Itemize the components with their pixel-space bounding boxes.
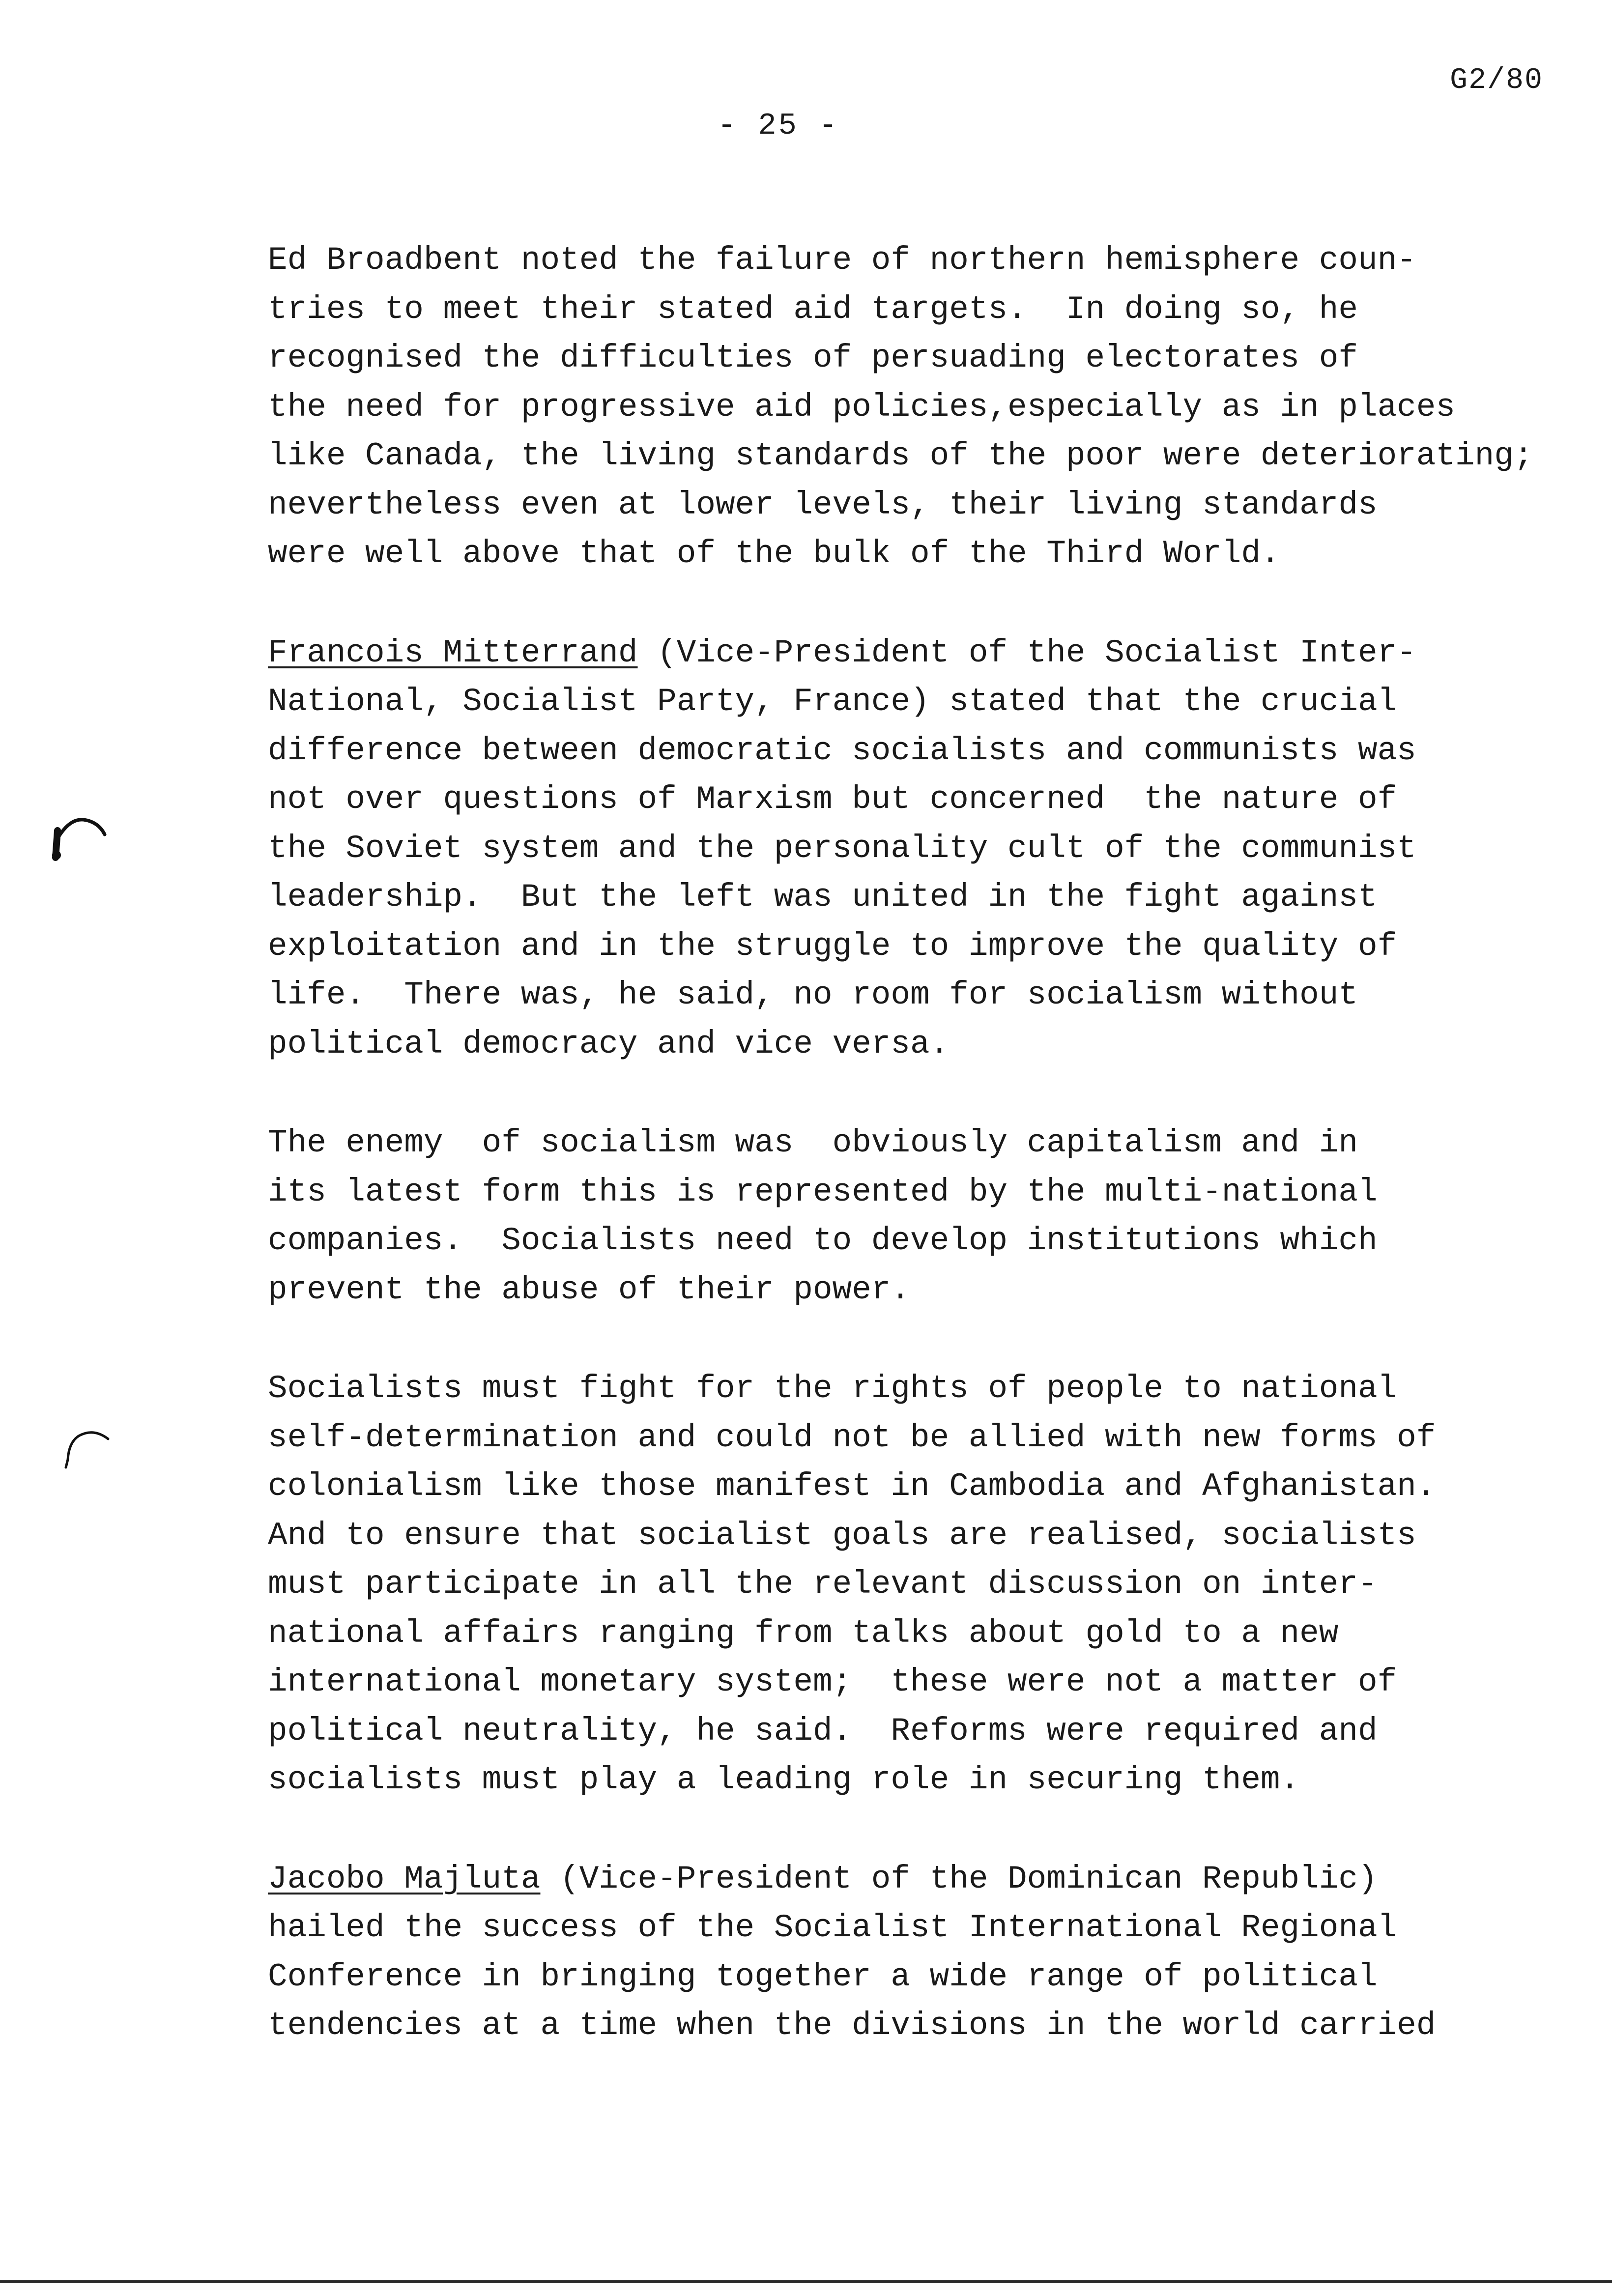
handwritten-margin-mark: [47, 811, 111, 865]
text-line: companies. Socialists need to develop institutions which: [268, 1222, 1378, 1259]
text-line: were well above that of the bulk of the Third World.: [268, 535, 1280, 572]
text-line: colonialism like those manifest in Cambodia and Afghanistan.: [268, 1468, 1436, 1505]
text-line: leadership. But the left was united in the fight against: [268, 879, 1378, 916]
text-line-rest: (Vice-President of the Socialist Inter-: [637, 634, 1416, 671]
text-line: political democracy and vice versa.: [268, 1025, 950, 1062]
paragraph-broadbent: [268, 236, 1595, 578]
text-line: must participate in all the relevant discussion on inter-: [268, 1566, 1378, 1603]
document-reference: G2/80: [1450, 64, 1544, 97]
text-line: prevent the abuse of their power.: [268, 1271, 911, 1308]
text-line: its latest form this is represented by the multi-national: [268, 1173, 1378, 1210]
text-line: exploitation and in the struggle to improve the quality of: [268, 927, 1397, 965]
text-line: socialists must play a leading role in securing them.: [268, 1761, 1300, 1798]
text-line: not over questions of Marxism but concerned the nature of: [268, 781, 1397, 818]
text-line: [268, 1855, 1595, 1904]
text-line: the need for progressive aid policies,especially as in places: [268, 388, 1455, 426]
bottom-scan-edge: [0, 2280, 1612, 2283]
handwritten-margin-mark: [59, 1420, 113, 1474]
text-line: The enemy of socialism was obviously capitalism and in: [268, 1124, 1358, 1161]
paragraph-capitalism: [268, 1119, 1595, 1314]
text-line: international monetary system; these were not a matter of: [268, 1664, 1397, 1700]
paragraph-majluta: [268, 1855, 1595, 2050]
text-line: National, Socialist Party, France) stated that the crucial: [268, 683, 1397, 720]
text-line: recognised the difficulties of persuading electorates of: [268, 340, 1358, 376]
text-line: Socialists must fight for the rights of people to national: [268, 1370, 1397, 1407]
text-line: national affairs ranging from talks about gold to a new: [268, 1614, 1339, 1652]
text-line: [268, 629, 1595, 678]
text-line: self-determination and could not be allied with new forms of: [268, 1419, 1436, 1456]
text-line: political neutrality, he said. Reforms were required and: [268, 1712, 1378, 1750]
speaker-name: Francois Mitterrand: [268, 634, 638, 671]
body-text: [268, 236, 1595, 2100]
text-line: Conference in bringing together a wide range of political: [268, 1958, 1378, 1995]
text-line: like Canada, the living standards of the poor were deteriorating;: [268, 437, 1533, 474]
text-line: difference between democratic socialists and communists was: [268, 732, 1416, 769]
paragraph-self-determination: [268, 1364, 1595, 1805]
page-number: - 25 -: [718, 108, 839, 143]
text-line-rest: (Vice-President of the Dominican Republic): [540, 1860, 1378, 1897]
paragraph-mitterrand: [268, 629, 1595, 1069]
text-line: And to ensure that socialist goals are realised, socialists: [268, 1517, 1416, 1554]
text-line: tendencies at a time when the divisions in the world carried: [268, 2007, 1436, 2044]
text-line: nevertheless even at lower levels, their living standards: [268, 486, 1378, 523]
text-line: life. There was, he said, no room for socialism without: [268, 976, 1358, 1013]
text-line: tries to meet their stated aid targets. In doing so, he: [268, 290, 1358, 328]
text-line: the Soviet system and the personality cult of the communist: [268, 830, 1416, 867]
speaker-name: Jacobo Majluta: [268, 1860, 541, 1897]
text-line: Ed Broadbent noted the failure of northern hemisphere coun-: [268, 242, 1416, 279]
text-line: hailed the success of the Socialist International Regional: [268, 1909, 1397, 1946]
